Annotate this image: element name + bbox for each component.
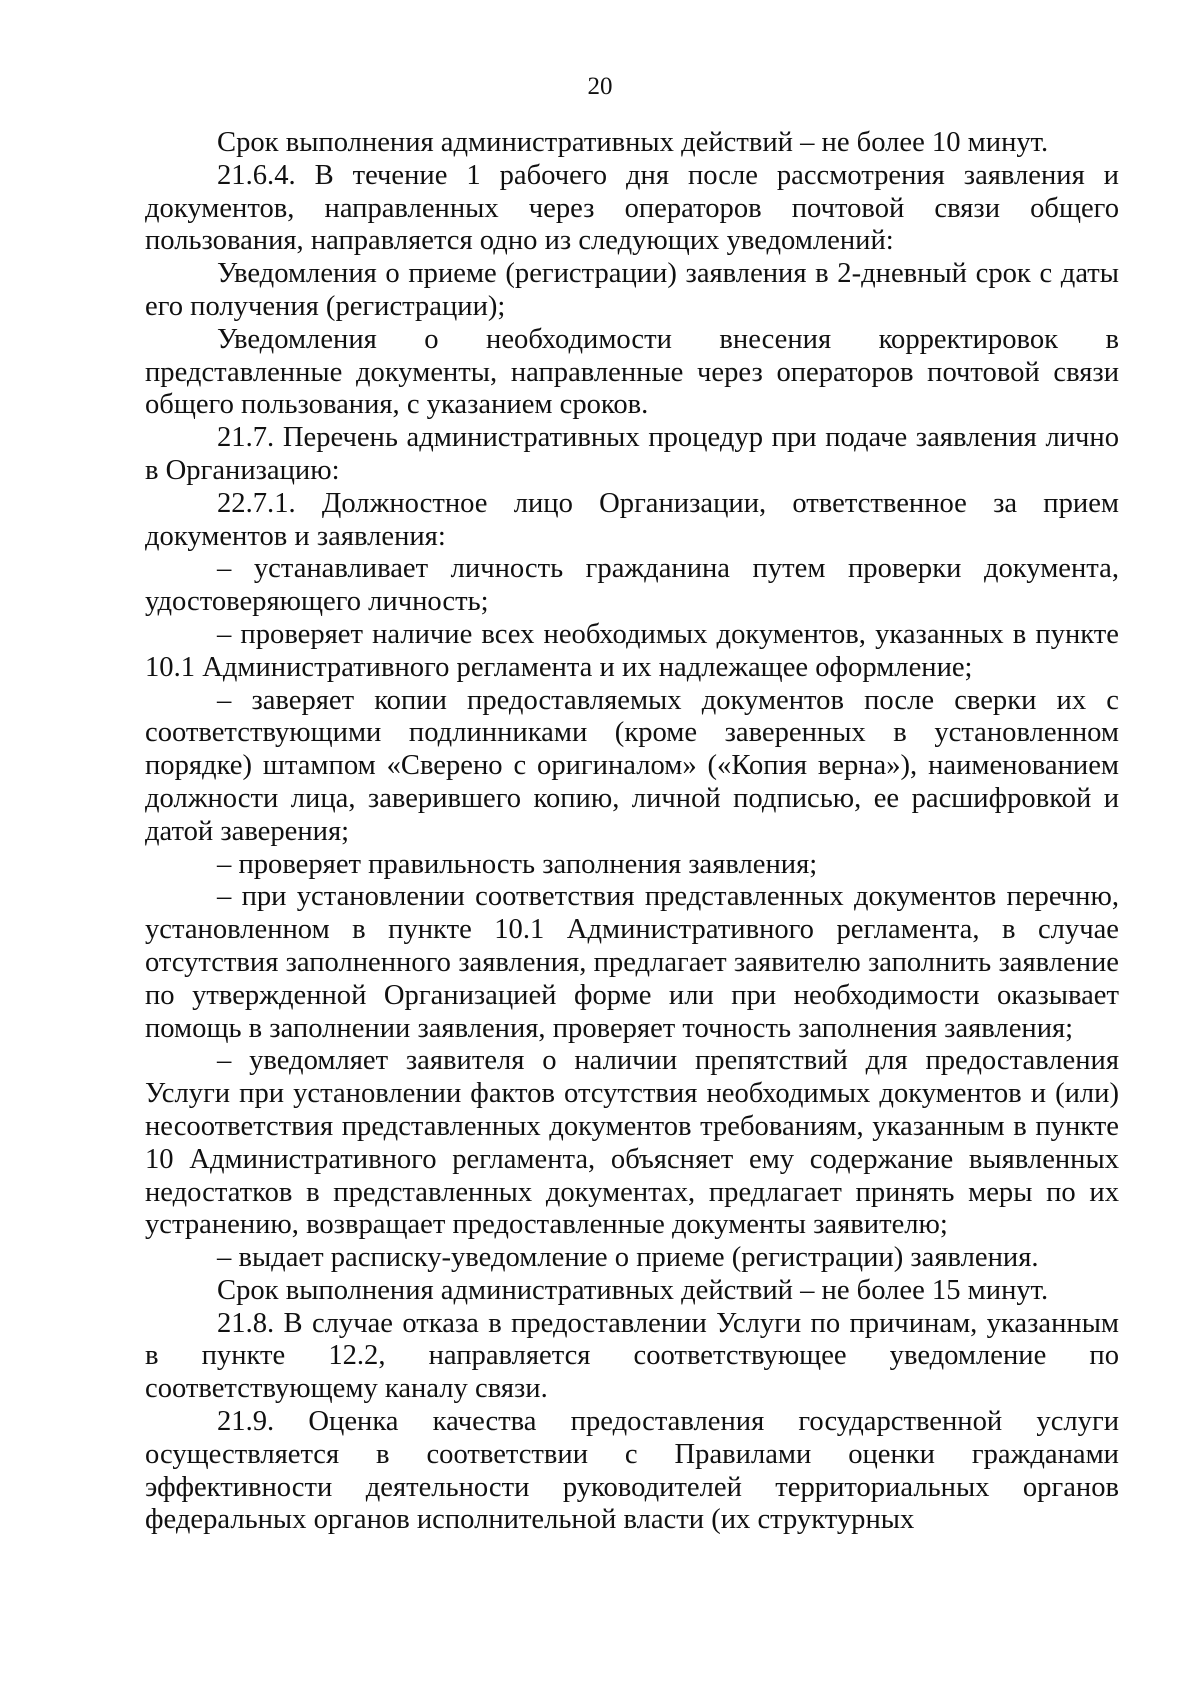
list-item: – проверяет наличие всех необходимых документов, указанных в пункте 10.1 Административного регламента и их надлежащее оформление; <box>145 618 1119 683</box>
list-item: – выдает расписку-уведомление о приеме (регистрации) заявления. <box>217 1242 1039 1274</box>
paragraph: 22.7.1. Должностное лицо Организации, ответственное за прием документов и заявления: <box>145 487 1119 552</box>
paragraph: Срок выполнения административных действий – не более 15 минут. <box>217 1274 1049 1306</box>
paragraph: 21.7. Перечень административных процедур при подаче заявления лично в Организацию: <box>145 422 1119 486</box>
paragraph: Уведомления о необходимости внесения корректировок в представленные документы, направленные через операторов почтовой связи общего пользования, с указанием сроков. <box>145 323 1119 421</box>
paragraph: Уведомления о приеме (регистрации) заявления в 2-дневный срок с даты его получения (регистрации); <box>145 258 1119 322</box>
list-item: – устанавливает личность гражданина путем проверки документа, удостоверяющего личность; <box>145 553 1119 618</box>
list-item: – уведомляет заявителя о наличии препятствий для предоставления Услуги при установлении фактов отсутствия необходимых документов и (или) несоответствия представленных документов требованиям, указанным в пункте 10 Административного регламента, объясняет ему содержание выявленных недостатков в представленных документах, предлагает принять меры по их устранению, возвращает предоставленные документы заявителю; <box>145 1045 1119 1241</box>
paragraph: 21.9. Оценка качества предоставления государственной услуги осуществляется в соответствии с Правилами оценки гражданами эффективности деятельности руководителей территориальных органов федеральных органов исполнительной власти (их структурных <box>145 1406 1119 1536</box>
paragraph: 21.8. В случае отказа в предоставлении Услуги по причинам, указанным в пункте 12.2, направляется соответствующее уведомление по соответствующему каналу связи. <box>145 1307 1119 1405</box>
list-item: – при установлении соответствия представленных документов перечню, установленном в пункте 10.1 Административного регламента, в случае отсутствия заполненного заявления, предлагает заявителю заполнить заявление по утвержденной Организацией форме или при необходимости оказывает помощь в заполнении заявления, проверяет точность заполнения заявления; <box>145 881 1119 1044</box>
paragraph: 21.6.4. В течение 1 рабочего дня после рассмотрения заявления и документов, направленных через операторов почтовой связи общего пользования, направляется одно из следующих уведомлений: <box>145 159 1119 257</box>
paragraph: Срок выполнения административных действий – не более 10 минут. <box>217 127 1049 158</box>
list-item: – заверяет копии предоставляемых документов после сверки их с соответствующими подлинниками (кроме заверенных в установленном порядке) штампом «Сверено с оригиналом» («Копия верна»), наименованием должности лица, заверившего копию, личной подписью, ее расшифровкой и датой заверения; <box>145 684 1119 847</box>
list-item: – проверяет правильность заполнения заявления; <box>217 848 818 880</box>
document-body <box>145 127 1119 1537</box>
page-number: 20 <box>587 73 613 100</box>
